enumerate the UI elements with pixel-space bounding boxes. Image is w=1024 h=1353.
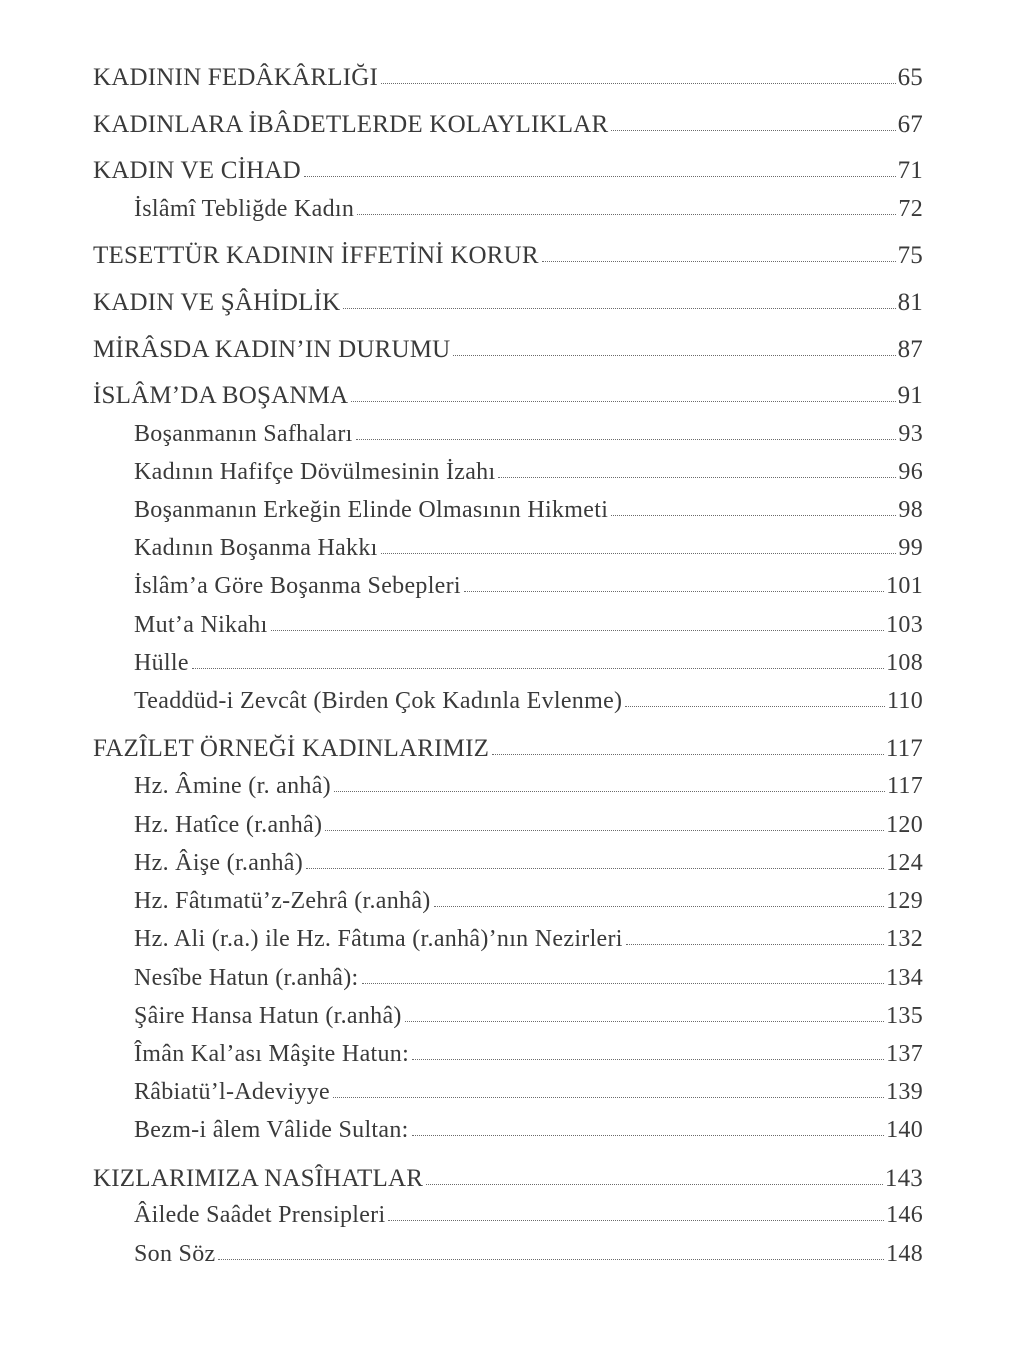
toc-page-number: 98 (898, 497, 923, 523)
toc-entry (93, 336, 923, 364)
toc-entry (134, 196, 923, 223)
dot-leader (625, 705, 885, 707)
dot-leader (333, 1096, 884, 1098)
toc-page-number: 117 (885, 735, 923, 762)
toc-page-number: 140 (886, 1117, 923, 1143)
toc-entry (134, 573, 923, 600)
dot-leader (542, 260, 896, 262)
toc-page-number: 71 (897, 157, 923, 184)
toc-entry (134, 1041, 923, 1068)
toc-section-title: İslâmî Tebliğde Kadın (134, 196, 355, 222)
toc-page-number: 124 (886, 850, 923, 876)
toc-section-title: Kadının Boşanma Hakkı (134, 535, 378, 561)
toc-chapter-title: İSLÂM’DA BOŞANMA (93, 382, 349, 409)
toc-page-number: 91 (897, 382, 923, 409)
toc-page-number: 139 (886, 1079, 923, 1105)
toc-page-number: 120 (886, 812, 923, 838)
toc-chapter-title: KADIN VE ŞÂHİDLİK (93, 289, 341, 316)
toc-section-title: Boşanmanın Erkeğin Elinde Olmasının Hikmeti (134, 497, 609, 523)
toc-entry (93, 242, 923, 270)
toc-page-number: 103 (886, 612, 923, 638)
dot-leader (412, 1134, 884, 1136)
toc-entry (93, 382, 923, 410)
toc-entry (134, 926, 923, 953)
toc-chapter-title: KADIN VE CİHAD (93, 157, 301, 184)
toc-entry (93, 157, 923, 185)
toc-page-number: 72 (898, 196, 923, 222)
toc-entry (134, 888, 923, 915)
toc-page-number: 87 (897, 336, 923, 363)
toc-section-title: Teaddüd-i Zevcât (Birden Çok Kadınla Evlenme) (134, 688, 623, 714)
toc-page-number: 99 (898, 535, 923, 561)
dot-leader (304, 175, 896, 177)
toc-entry (93, 289, 923, 317)
toc-section-title: Hz. Âmine (r. anhâ) (134, 773, 331, 799)
toc-chapter-title: MİRÂSDA KADIN’IN DURUMU (93, 336, 451, 363)
toc-entry (134, 535, 923, 562)
toc-entry (134, 1003, 923, 1030)
dot-leader (464, 590, 884, 592)
toc-section-title: Hülle (134, 650, 189, 676)
toc-page-number: 135 (886, 1003, 923, 1029)
dot-leader (218, 1258, 884, 1260)
dot-leader (271, 629, 885, 631)
dot-leader (192, 667, 884, 669)
dot-leader (626, 943, 884, 945)
toc-entry (134, 421, 923, 448)
dot-leader (306, 867, 884, 869)
toc-page-number: 81 (897, 289, 923, 316)
dot-leader (356, 438, 897, 440)
dot-leader (388, 1219, 884, 1221)
toc-section-title: Hz. Hatîce (r.anhâ) (134, 812, 323, 838)
toc-page-number: 148 (886, 1241, 923, 1267)
toc-section-title: Bezm-i âlem Vâlide Sultan: (134, 1117, 409, 1143)
dot-leader (405, 1020, 884, 1022)
toc-page-number: 93 (898, 421, 923, 447)
toc-entry (93, 1165, 923, 1193)
dot-leader (381, 552, 897, 554)
toc-section-title: Hz. Ali (r.a.) ile Hz. Fâtıma (r.anhâ)’nın Nezirleri (134, 926, 623, 952)
dot-leader (351, 400, 895, 402)
toc-entry (134, 497, 923, 524)
dot-leader (611, 129, 895, 131)
toc-entry (93, 735, 923, 763)
dot-leader (611, 514, 896, 516)
toc-entry (134, 1079, 923, 1106)
toc-section-title: Hz. Fâtımatü’z-Zehrâ (r.anhâ) (134, 888, 431, 914)
dot-leader (492, 753, 884, 755)
toc-page-number: 67 (897, 111, 923, 138)
toc-page-number: 117 (886, 773, 923, 799)
toc-chapter-title: FAZÎLET ÖRNEĞİ KADINLARIMIZ (93, 735, 490, 762)
toc-entry (93, 111, 923, 139)
toc-section-title: Son Söz (134, 1241, 216, 1267)
toc-section-title: İslâm’a Göre Boşanma Sebepleri (134, 573, 461, 599)
toc-section-title: Mut’a Nikahı (134, 612, 268, 638)
toc-entry (134, 612, 923, 639)
toc-page-number: 108 (886, 650, 923, 676)
dot-leader (412, 1058, 884, 1060)
toc-entry (134, 459, 923, 486)
toc-page-number: 75 (897, 242, 923, 269)
toc-entry (134, 1117, 923, 1144)
toc-entry (134, 812, 923, 839)
toc-page-number: 143 (884, 1165, 923, 1192)
toc-page-number: 137 (886, 1041, 923, 1067)
dot-leader (343, 307, 895, 309)
toc-section-title: Boşanmanın Safhaları (134, 421, 353, 447)
toc-page-number: 96 (898, 459, 923, 485)
toc-page-number: 101 (886, 573, 923, 599)
toc-chapter-title: KIZLARIMIZA NASÎHATLAR (93, 1165, 424, 1192)
toc-section-title: Hz. Âişe (r.anhâ) (134, 850, 304, 876)
toc-entry (134, 965, 923, 992)
toc-page-number: 129 (886, 888, 923, 914)
dot-leader (426, 1183, 883, 1185)
toc-chapter-title: KADINLARA İBÂDETLERDE KOLAYLIKLAR (93, 111, 609, 138)
toc-entry (134, 650, 923, 677)
toc-section-title: Âilede Saâdet Prensipleri (134, 1202, 386, 1228)
dot-leader (334, 790, 885, 792)
toc-page-number: 110 (886, 688, 923, 714)
toc-section-title: Kadının Hafifçe Dövülmesinin İzahı (134, 459, 496, 485)
toc-page-number: 132 (886, 926, 923, 952)
toc-entry (93, 64, 923, 92)
dot-leader (434, 905, 885, 907)
toc-entry (134, 688, 923, 715)
toc-section-title: Nesîbe Hatun (r.anhâ): (134, 965, 359, 991)
toc-chapter-title: TESETTÜR KADININ İFFETİNİ KORUR (93, 242, 539, 269)
toc-page-number: 134 (886, 965, 923, 991)
dot-leader (362, 982, 885, 984)
toc-section-title: Îmân Kal’ası Mâşite Hatun: (134, 1041, 410, 1067)
toc-entry (134, 1202, 923, 1229)
toc-entry (134, 1241, 923, 1268)
dot-leader (453, 354, 895, 356)
toc-chapter-title: KADININ FEDÂKÂRLIĞI (93, 64, 379, 91)
toc-section-title: Şâire Hansa Hatun (r.anhâ) (134, 1003, 402, 1029)
dot-leader (498, 476, 896, 478)
dot-leader (325, 829, 884, 831)
dot-leader (381, 82, 896, 84)
toc-page-number: 146 (886, 1202, 923, 1228)
dot-leader (357, 213, 896, 215)
toc-section-title: Râbiatü’l-Adeviyye (134, 1079, 331, 1105)
toc-page-number: 65 (897, 64, 923, 91)
toc-entry (134, 850, 923, 877)
toc-entry (134, 773, 923, 800)
